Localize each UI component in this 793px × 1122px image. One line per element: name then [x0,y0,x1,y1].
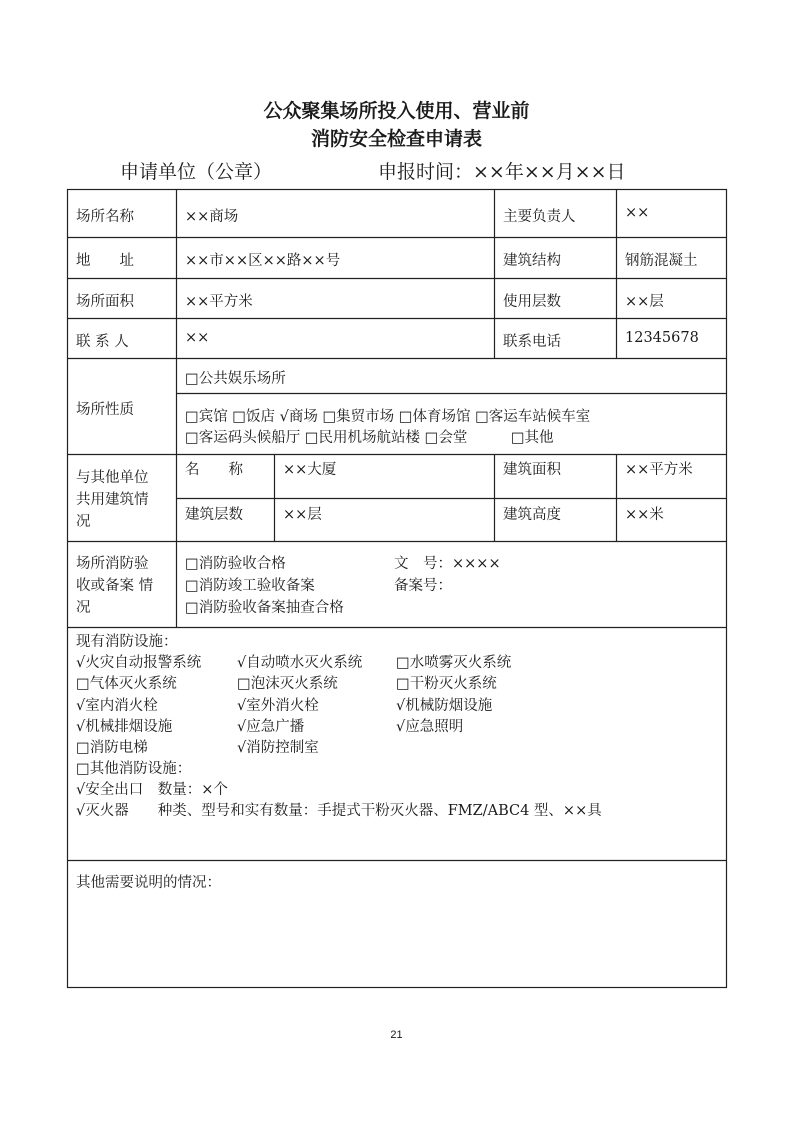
facility-item: √室内消火栓 [76,698,158,714]
venue-name-label: 场所名称 [76,209,134,225]
shared-floors-label: 建筑层数 [185,507,243,523]
form-title-line2: 消防安全检查申请表 [310,128,482,150]
shared-floors-value: ××层 [283,507,322,523]
facility-item: □消防电梯 [76,740,148,756]
shared-height-value: ××米 [625,507,664,523]
document-number: 文 号：×××× [394,556,501,572]
acceptance-label-3: 况 [76,600,91,616]
facilities-heading: 现有消防设施： [76,634,178,650]
form-title-line1: 公众聚集场所投入使用、营业前 [263,100,530,122]
facility-item: √自动喷水灭火系统 [237,655,363,671]
floors-label: 使用层数 [503,294,561,310]
principal-label: 主要负责人 [503,209,576,225]
principal-value: ×× [625,205,650,221]
facility-item: √机械排烟设施 [76,719,173,735]
shared-label-3: 况 [76,514,91,530]
contact-value: ×× [185,330,210,346]
venue-name-value: ××商场 [185,209,239,225]
facility-exit: √安全出口 数量：×个 [76,782,228,798]
nature-option-line3: □客运码头候船厅 □民用机场航站楼 □会堂 □其他 [185,430,554,446]
phone-value: 12345678 [625,330,699,346]
floors-value: ××层 [625,294,664,310]
facility-item: √机械防烟设施 [396,698,493,714]
facility-item: √应急广播 [237,719,305,735]
facility-item: √应急照明 [396,719,464,735]
report-time: 申报时间：××年××月××日 [378,161,626,183]
facility-item: □干粉灭火系统 [396,676,497,692]
facility-other: □其他消防设施： [76,761,192,777]
nature-label: 场所性质 [76,402,134,418]
remarks-label: 其他需要说明的情况： [76,875,221,891]
shared-area-value: ××平方米 [625,462,693,478]
nature-option-line2: □宾馆 □饭店 √商场 □集贸市场 □体育场馆 □客运车站候车室 [185,409,591,425]
applicant-label: 申请单位（公章） [120,161,273,183]
facility-extinguisher: √灭火器 种类、型号和实有数量：手提式干粉灭火器、FMZ/ABC4 型、××具 [76,803,602,819]
facility-item: √火灾自动报警系统 [76,655,202,671]
shared-label-2: 共用建筑情 [76,492,149,508]
acceptance-label-1: 场所消防验 [76,556,149,572]
shared-name-value: ××大厦 [283,462,337,478]
facility-item: √室外消火栓 [237,698,319,714]
shared-name-label: 名 称 [185,462,243,478]
area-label: 场所面积 [76,294,134,310]
shared-area-label: 建筑面积 [503,462,561,478]
record-number: 备案号： [394,578,452,594]
structure-value: 钢筋混凝土 [625,253,698,269]
shared-height-label: 建筑高度 [503,507,561,523]
nature-option-line1: □公共娱乐场所 [185,371,286,387]
acceptance-option-2: □消防竣工验收备案 [185,578,315,594]
shared-label-1: 与其他单位 [76,470,149,486]
facility-item: □气体灭火系统 [76,676,177,692]
contact-label: 联 系 人 [76,334,129,350]
page-number: 21 [390,1029,403,1041]
facility-item: □水喷雾灭火系统 [396,655,512,671]
facility-item: √消防控制室 [237,740,319,756]
acceptance-option-3: □消防验收备案抽查合格 [185,600,344,616]
address-label: 地 址 [76,253,134,269]
acceptance-option-1: □消防验收合格 [185,556,286,572]
facility-item: □泡沫灭火系统 [237,676,338,692]
area-value: ××平方米 [185,294,253,310]
structure-label: 建筑结构 [503,253,561,269]
phone-label: 联系电话 [503,334,561,350]
acceptance-label-2: 收或备案 情 [76,578,154,594]
address-value: ××市××区××路××号 [185,253,341,269]
